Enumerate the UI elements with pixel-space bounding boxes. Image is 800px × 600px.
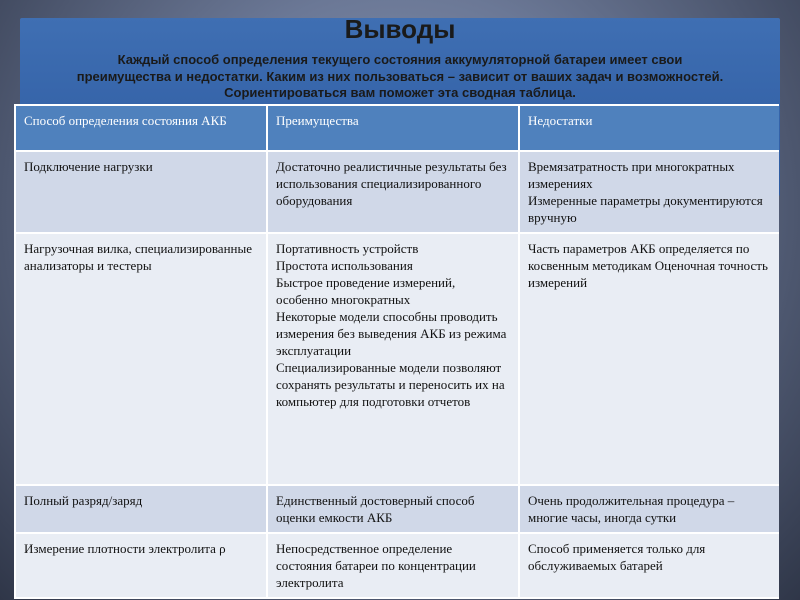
table-row xyxy=(15,233,779,485)
method-cell: Измерение плотности электролита ρ xyxy=(15,533,267,598)
summary-table xyxy=(14,104,779,599)
slide-title: Выводы xyxy=(344,14,456,44)
slide-subtitle: Каждый способ определения текущего состояния аккумуляторной батареи имеет свои преимущества и недостатки. Каким из них пользоваться – зависит от ваших задач и возможностей. Сориентироваться вам поможет эта сводная таблица. xyxy=(76,52,724,100)
table-row xyxy=(15,485,779,533)
pros-item: Портативность устройств xyxy=(276,241,419,256)
method-cell: Нагрузочная вилка, специализированные анализаторы и тестеры xyxy=(15,233,267,485)
pros-cell xyxy=(267,533,519,598)
method-cell: Подключение нагрузки xyxy=(15,151,267,233)
pros-item: Единственный достоверный способ оценки емкости АКБ xyxy=(276,493,475,525)
header-pros: Преимущества xyxy=(267,105,519,151)
method-cell: Полный разряд/заряд xyxy=(15,485,267,533)
header-method: Способ определения состояния АКБ xyxy=(15,105,267,151)
cons-cell xyxy=(519,233,779,485)
pros-cell xyxy=(267,151,519,233)
pros-cell xyxy=(267,233,519,485)
cons-cell xyxy=(519,151,779,233)
cons-item: Способ применяется только для обслуживаемых батарей xyxy=(528,541,706,573)
cons-cell xyxy=(519,533,779,598)
header-cons: Недостатки xyxy=(519,105,779,151)
summary-table-container xyxy=(14,104,779,600)
pros-item: Некоторые модели способны проводить измерения без выведения АКБ из режима эксплуатации xyxy=(276,309,507,358)
table-row xyxy=(15,151,779,233)
cons-item: Измеренные параметры документируются вручную xyxy=(528,193,763,225)
pros-item: Простота использования xyxy=(276,258,413,273)
table-header-row xyxy=(15,105,779,151)
cons-item: Часть параметров АКБ определяется по косвенным методикам Оценочная точность измерений xyxy=(528,241,768,290)
pros-item: Быстрое проведение измерений, особенно многократных xyxy=(276,275,456,307)
cons-item: Времязатратность при многократных измерениях xyxy=(528,159,735,191)
pros-item: Достаточно реалистичные результаты без использования специализированного оборудования xyxy=(276,159,507,208)
table-row xyxy=(15,533,779,598)
cons-item: Очень продолжительная процедура – многие часы, иногда сутки xyxy=(528,493,735,525)
pros-cell xyxy=(267,485,519,533)
pros-item: Непосредственное определение состояния батареи по концентрации электролита xyxy=(276,541,476,590)
cons-cell xyxy=(519,485,779,533)
pros-item: Специализированные модели позволяют сохранять результаты и переносить их на компьютер для подготовки отчетов xyxy=(276,360,505,409)
